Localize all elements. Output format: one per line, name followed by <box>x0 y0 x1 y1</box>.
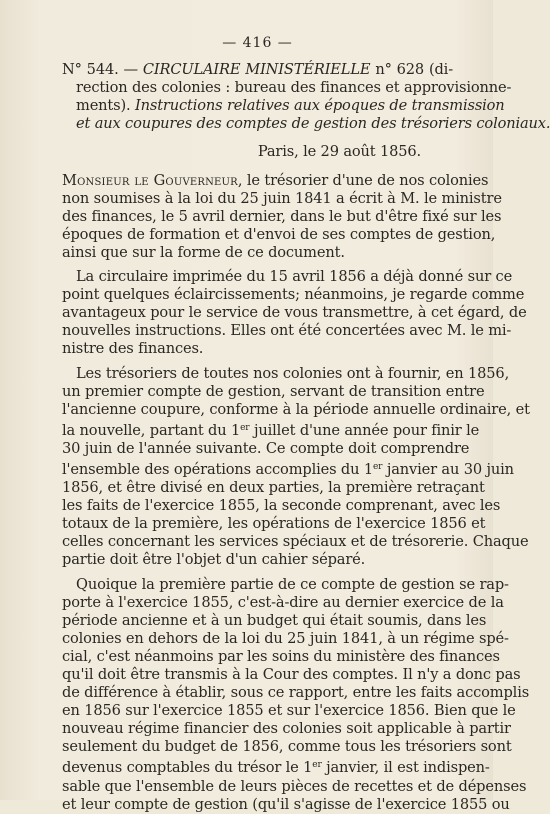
spacer <box>62 133 453 143</box>
heading-title-part-2: et aux coupures des comptes de gestion des trésoriers coloniaux. <box>76 115 550 133</box>
paragraph-1-line: époques de formation et d'envoi de ses comptes de gestion, <box>62 225 496 243</box>
paragraph-1-line <box>62 171 489 190</box>
paragraph-4 <box>62 575 530 814</box>
paragraph-3-line: partie doit être l'objet d'un cahier séparé. <box>62 551 366 569</box>
paragraph-3-line: 30 juin de l'année suivante. Ce compte doit comprendre <box>62 439 470 457</box>
paragraph-4-line: seulement du budget de 1856, comme tous les trésoriers sont <box>62 738 512 756</box>
heading-title-part-1: Instructions relatives aux époques de transmission <box>135 97 505 115</box>
text-segment: juillet d'une année pour finir le <box>249 421 480 439</box>
paragraph-3-line: Les trésoriers de toutes nos colonies ont à fournir, en 1856, <box>76 364 510 382</box>
paragraph-4-line: qu'il doit être transmis à la Cour des comptes. Il n'y a donc pas <box>62 666 521 683</box>
paragraph-3 <box>62 364 530 570</box>
paragraph-4-line: Quoique la première partie de ce compte de gestion se rap- <box>76 575 509 593</box>
text-segment: janvier au 30 juin <box>382 460 514 478</box>
paragraph-2-line: point quelques éclaircissements; néanmoins, je regarde comme <box>62 286 525 304</box>
paragraph-1-line: des finances, le 5 avril dernier, dans le but d'être fixé sur les <box>62 207 502 225</box>
page-number: — 416 — <box>222 35 293 51</box>
paragraph-2 <box>62 268 527 358</box>
paragraph-4-line: période ancienne et à un budget qui était soumis, dans les <box>62 611 487 629</box>
text-segment: devenus comptables du trésor le 1 <box>62 759 313 777</box>
paragraph-3-line: un premier compte de gestion, servant de transition entre <box>62 382 485 400</box>
text-segment: la nouvelle, partant du 1 <box>62 421 241 439</box>
paragraph-3-line: celles concernant les services spéciaux et de trésorerie. Chaque <box>62 533 529 551</box>
paragraph-2-line: avantageux pour le service de vous transmettre, à cet égard, de <box>62 304 527 322</box>
circular-type: CIRCULAIRE MINISTÉRIELLE <box>142 61 371 79</box>
heading-line-1 <box>62 61 453 79</box>
text-segment: l'ensemble des opérations accomplies du 1 <box>62 460 373 478</box>
dateline: Paris, le 29 août 1856. <box>257 143 421 161</box>
paragraph-4-line: porte à l'exercice 1855, c'est-à-dire au dernier exercice de la <box>62 593 504 611</box>
paragraph-4-line <box>62 756 490 777</box>
spacer <box>62 162 453 172</box>
paragraph-3-line <box>62 419 480 440</box>
superscript: er <box>240 422 250 433</box>
heading-line-3 <box>62 97 505 115</box>
paragraph-1 <box>62 171 502 262</box>
paragraph-4-line: de différence à établir, sous ce rapport, entre les faits accomplis <box>62 684 530 702</box>
paragraph-3-line: l'ancienne coupure, conforme à la période annuelle ordinaire, et <box>62 400 530 418</box>
text-segment: janvier, il est indispen- <box>321 759 490 777</box>
salutation: Monsieur le Gouverneur <box>62 171 238 189</box>
heading-line-2: rection des colonies : bureau des finances et approvisionne- <box>76 79 512 97</box>
paragraph-4-line: et leur compte de gestion (qu'il s'agisse de l'exercice 1855 ou <box>62 795 510 813</box>
paragraph-3-line: totaux de la première, les opérations de l'exercice 1856 et <box>62 515 486 533</box>
heading-ref: n° 628 (di- <box>370 61 453 79</box>
paragraph-3-line: 1856, et être divisé en deux parties, la première retraçant <box>62 479 485 497</box>
paragraph-1-line: ainsi que sur la forme de ce document. <box>62 243 345 261</box>
paragraph-3-line: les faits de l'exercice 1855, la seconde comprenant, avec les <box>62 497 501 515</box>
paragraph-2-line: La circulaire imprimée du 15 avril 1856 a déjà donné sur ce <box>76 268 513 286</box>
paragraph-1-line-1-rest: , le trésorier d'une de nos colonies <box>237 171 489 189</box>
superscript: er <box>373 461 383 472</box>
circular-heading <box>62 61 550 133</box>
paragraph-2-line: nistre des finances. <box>62 340 204 358</box>
paragraph-1-line: non soumises à la loi du 25 juin 1841 a écrit à M. le ministre <box>62 189 502 207</box>
paragraph-2-line: nouvelles instructions. Elles ont été concertées avec M. le mi- <box>62 322 512 340</box>
paragraph-3-line <box>62 458 514 479</box>
superscript: er <box>312 760 322 771</box>
heading-line-3-start: ments). <box>76 97 135 115</box>
paragraph-4-line: sable que l'ensemble de leurs pièces de recettes et de dépenses <box>62 777 527 795</box>
paragraph-4-line: nouveau régime financier des colonies soit applicable à partir <box>62 720 511 738</box>
paragraph-4-line: colonies en dehors de la loi du 25 juin 1841, à un régime spé- <box>62 629 509 647</box>
paragraph-4-line: en 1856 sur l'exercice 1855 et sur l'exercice 1856. Bien que le <box>62 702 516 720</box>
paragraph-4-line: cial, c'est néanmoins par les soins du ministère des finances <box>62 647 500 665</box>
circular-number: N° 544. — <box>62 61 143 79</box>
